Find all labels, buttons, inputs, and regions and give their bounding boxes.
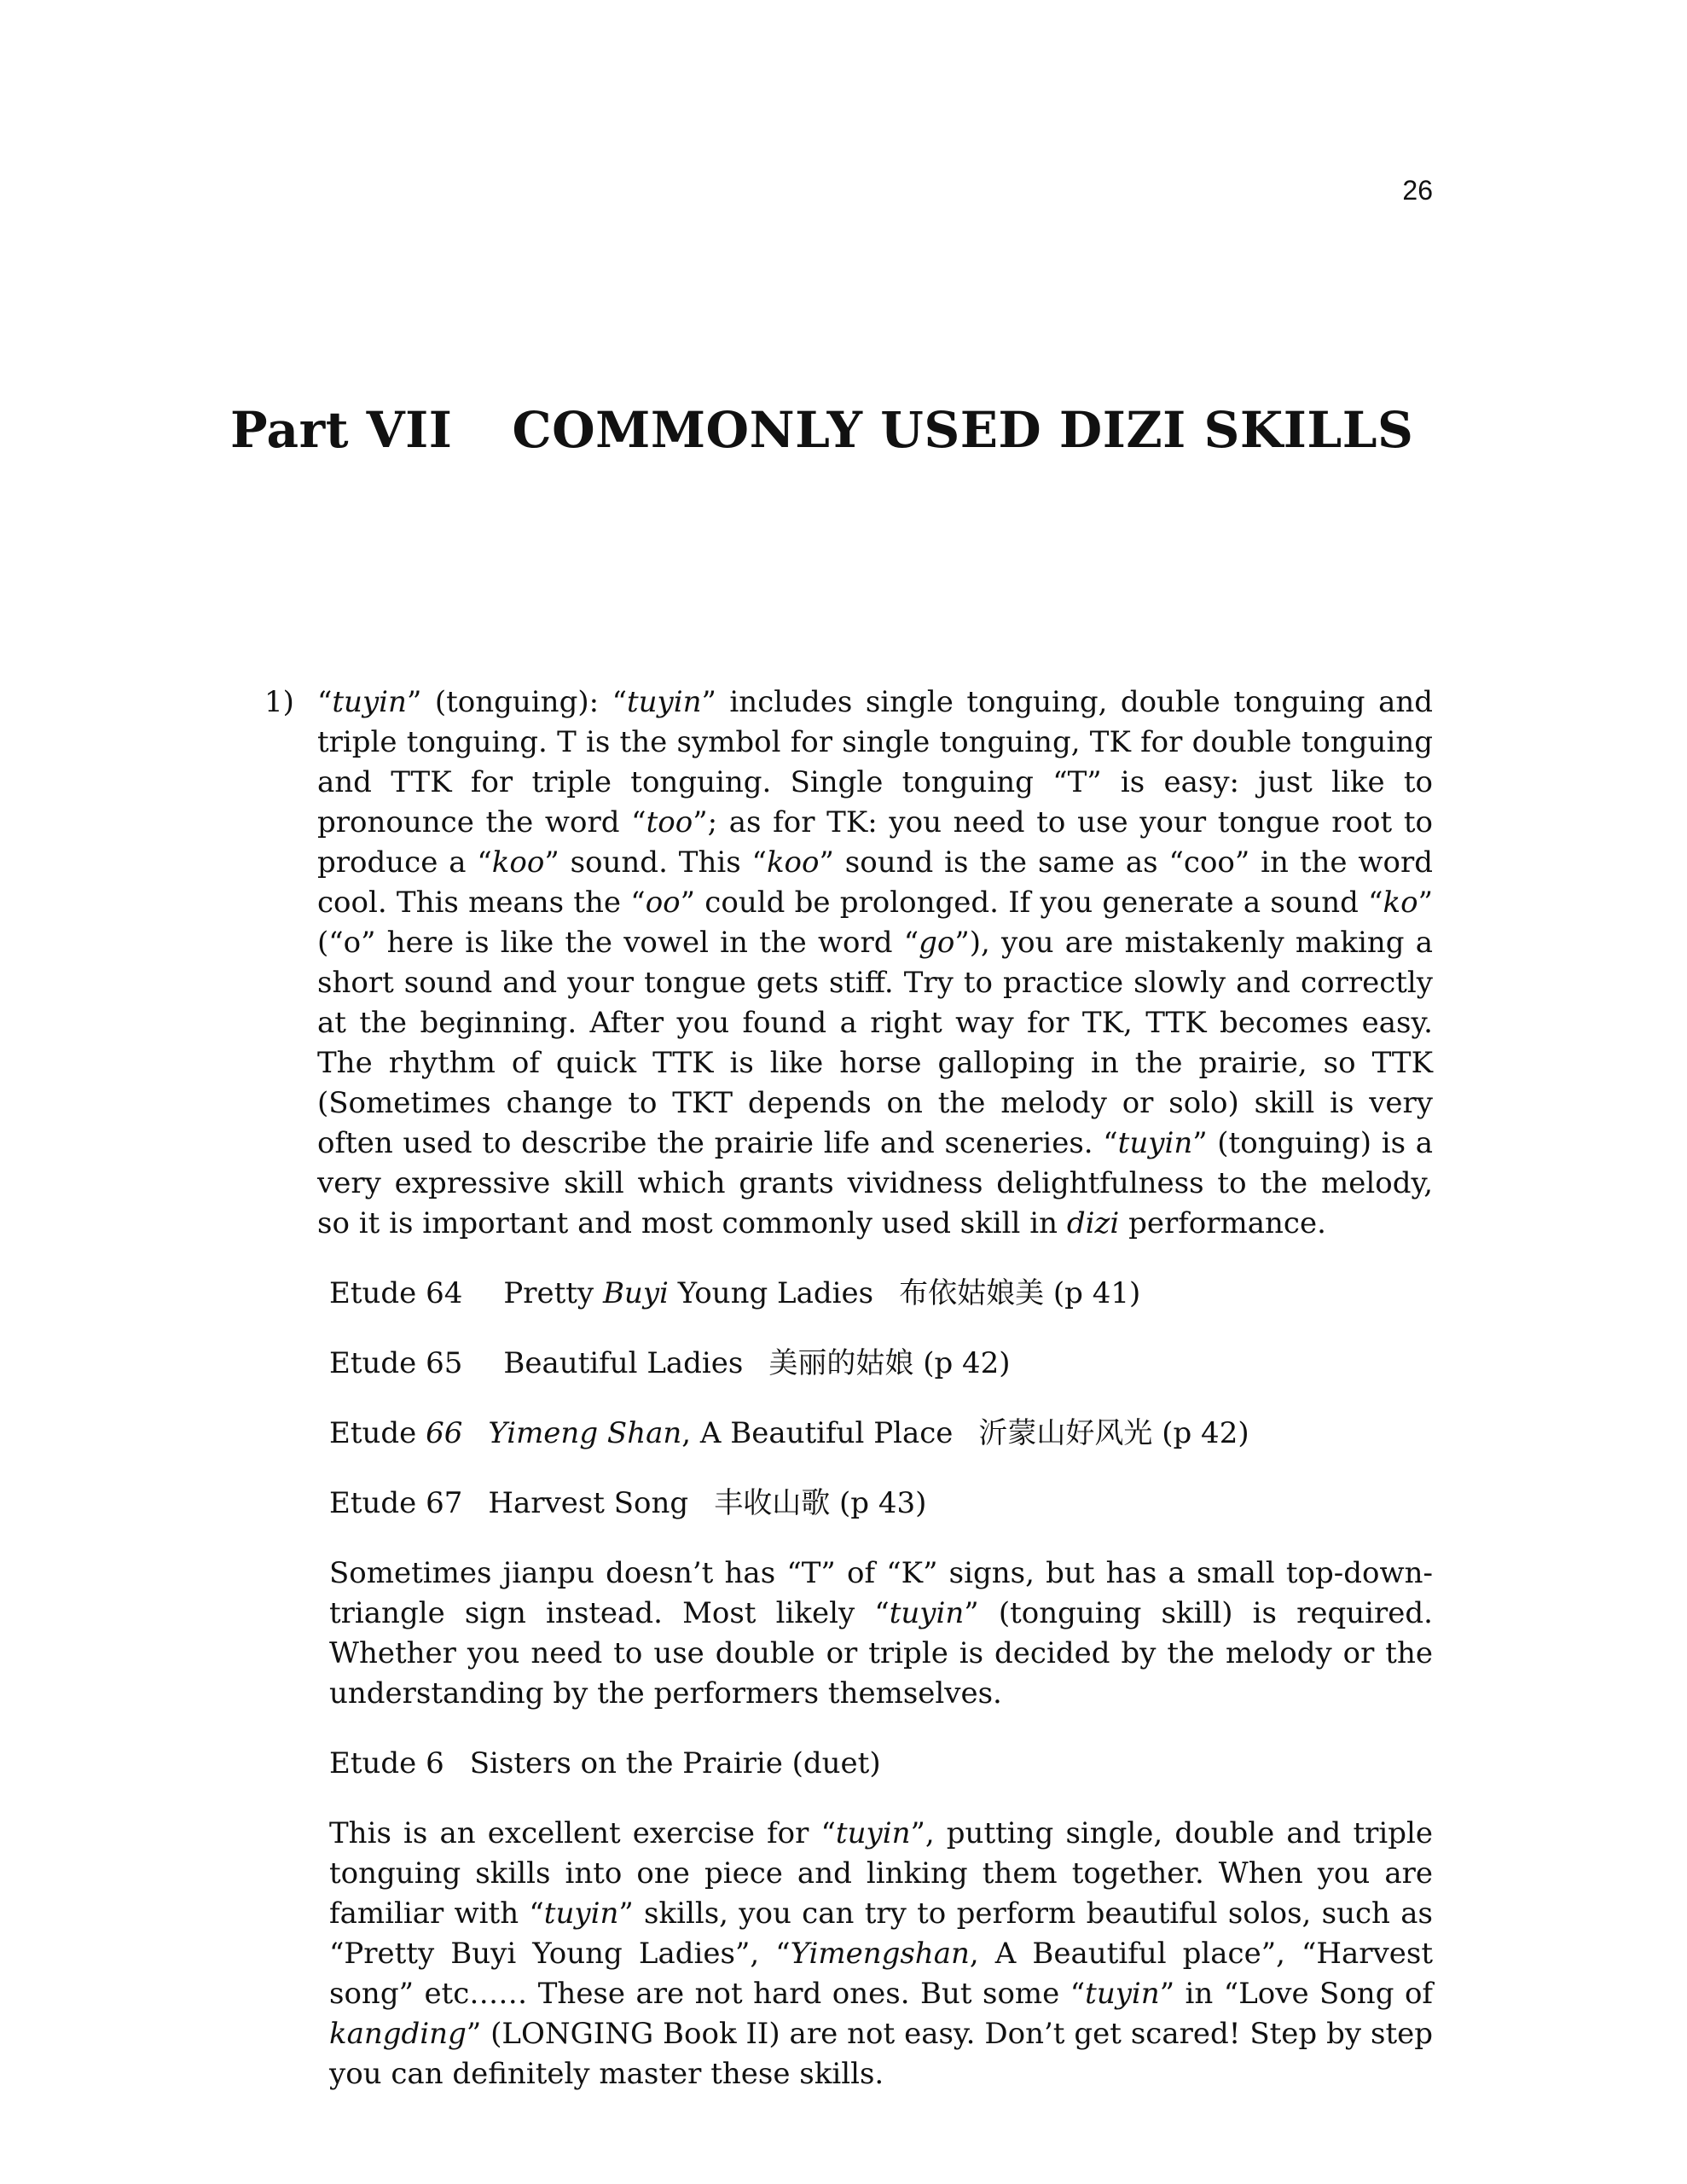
etude-line: Etude 65 Beautiful Ladies 美丽的姑娘 (p 42)	[329, 1346, 1011, 1380]
list-item-tuyin	[264, 682, 1433, 1244]
page-number: 26	[1402, 175, 1433, 206]
closing-paragraph: This is an excellent exercise for “tuyin”, putting single, double and triple tonguing skills into one piece and linking them together. When you are familiar with “tuyin” skills, you can try to perform beautiful solos, such as “Pretty Buyi Young Ladies”, “Yimengshan, A Beautiful place”, “Harvest song” etc…… These are not hard ones. But some “tuyin” in “Love Song of kangding” (LONGING Book II) are not easy. Don’t get scared! Step by step you can definitely master these skills.	[329, 1816, 1434, 2091]
tuyin-paragraph: “tuyin” (tonguing): “tuyin” includes single tonguing, double tonguing and triple tonguing. T is the symbol for single tonguing, TK for double tonguing and TTK for triple tonguing. Single tonguing “T” is easy: just like to pronounce the word “too”; as for TK: you need to use your tongue root to produce a “koo” sound. This “koo” sound is the same as “coo” in the word cool. This means the “oo” could be prolonged. If you generate a sound “ko” (“o” here is like the vowel in the word “go”), you are mistakenly making a short sound and your tongue gets stiff. Try to practice slowly and correctly at the beginning. After you found a right way for TK, TTK becomes easy. The rhythm of quick TTK is like horse galloping in the prairie, so TTK (Sometimes change to TKT depends on the melody or solo) skill is very often used to describe the prairie life and sceneries. “tuyin” (tonguing) is a very expressive skill which grants vividness delightfulness to the melody, so it is important and most commonly used skill in dizi performance.	[317, 685, 1434, 1240]
page-content	[264, 682, 1433, 2094]
etude-line: Etude 64 Pretty Buyi Young Ladies 布依姑娘美 (p 41)	[329, 1276, 1141, 1310]
list-number: 1)	[264, 685, 294, 719]
etude-line: Etude 67 Harvest Song 丰收山歌 (p 43)	[329, 1486, 927, 1520]
etude-line: Etude 6 Sisters on the Prairie (duet)	[329, 1746, 881, 1780]
part-heading: COMMONLY USED DIZI SKILLS	[512, 401, 1414, 459]
part-label: Part VII	[230, 401, 453, 459]
page-title	[230, 401, 1413, 459]
jianpu-note-paragraph: Sometimes jianpu doesn’t has “T” of “K” signs, but has a small top-down- triangle sign instead. Most likely “tuyin” (tonguing skill) is required. Whether you need to use double or triple is decided by the melody or the understanding by the performers themselves.	[329, 1556, 1433, 1711]
etude-line: Etude 66 Yimeng Shan, A Beautiful Place 沂蒙山好风光 (p 42)	[329, 1416, 1249, 1450]
